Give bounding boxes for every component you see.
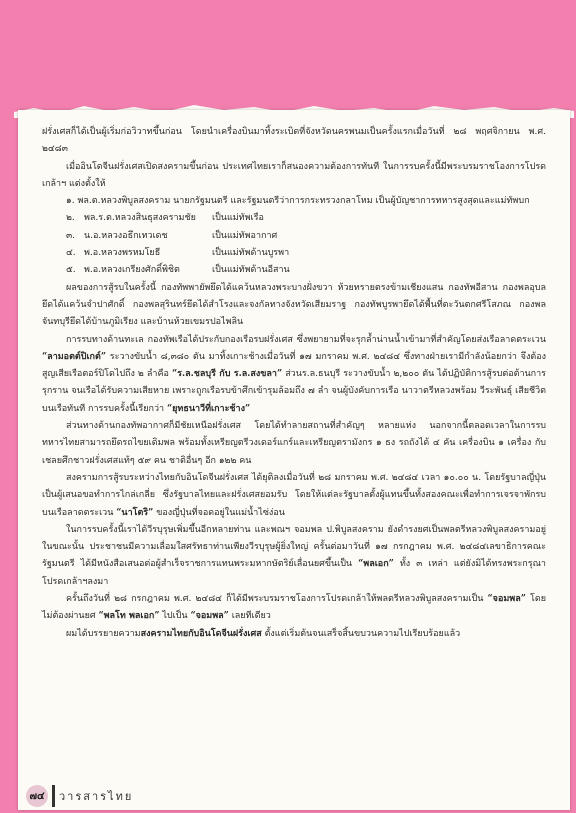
list-item [42,245,546,262]
rank-bold: “จอมพล” [487,594,526,605]
paragraph-6 [42,470,546,522]
battle-name-bold: “ยุทธนาวีที่เกาะช้าง” [166,403,251,414]
ship-name-bold: “นาโตริ” [116,507,154,518]
paragraph-7 [42,522,546,591]
list-name: น.อ.หลวงอธึกเทวเดช [84,230,168,241]
page-number: ๗๔ [26,785,48,807]
paragraph-9 [42,626,546,643]
text-run: ส่วนร.ล.ธนบุรี ระวางขับน้ำ ๒,๒๐๐ ตัน ได้ปฏิบัติการสู้รบต่อต้านการรุกราน จนเรือได้รับความเสียหาย เพราะถูกเรือรบข้าศึกเข้ารุมล้อมถึง ๗ ลำ จนผู้บังคับการเรือ นาวาตรีหลวงพร้อม วีระพันธุ์ เสียชีวิตบนเรือทันที การรบครั้งนี้เรียกว่า [42,369,547,414]
text-run: สงครามการสู้รบระหว่างไทยกับอินโดจีนฝรั่งเศส ได้ยุติลงเมื่อวันที่ ๒๘ มกราคม พ.ศ. ๒๔๘๔ เวลา ๑๐.๐๐ น. โดยรัฐบาลญี่ปุ่นเป็นผู้เสนอขอทำการไกล่เกลี่ย ซึ่งรัฐบาลไทยและฝรั่งเศสยอมรับ โดยให้แต่ละรัฐบาลตั้งผู้แทนขึ้นทั้งสองคณะเพื่อทำการเจรจาพักรบ บนเรือลาดตระเวน [42,472,546,518]
text-run: ระวางขับน้ำ ๘,๓๘๐ ตัน มาทิ้งเกาะช้างเมื่อวันที่ ๑๗ มกราคม พ.ศ. ๒๔๘๔ ซึ่งทางฝ่ายเรามีกำลังน้อยกว่า จึงต้องสูญเสียเรือตอร์ปิโดไปถึง ๒ ลำคือ [42,351,546,380]
list-number: ๕. [66,265,76,276]
paragraph-3: ผลของการสู้รบในครั้งนี้ กองทัพพายัพยึดได้แคว้นหลวงพระบางฝั่งขวา ห้วยทรายตรงข้ามเชียงแสน กองทัพอีสาน กองพลอุบลยึดได้แคว้นจำปาศักดิ์ กองพลสุรินทร์ยึดได้สำโรงและจงกัลทางจังหวัดเสียมราฐ กองทัพบูรพายึดได้พื้นที่ตะวันตกศรีโสภณ กองพลจันทบุรียึดได้บ้านภูมิเรียง และบ้านห้วยเขมรปอไพลิน [42,282,546,328]
topic-bold: สงครามไทยกับอินโดจีนฝรั่งเศส [140,628,262,639]
footer-divider [52,785,55,807]
rank-bold: “จอมพล” [190,611,229,622]
text-run: ในการรบครั้งนี้เราได้วีรบุรุษเพิ่มขึ้นอีกหลายท่าน และพณฯ จอมพล ป.พิบูลสงคราม ยังดำรงยศเป็นพลตรีหลวงพิบูลสงครามอยู่ในขณะนั้น ประชาชนมีความเลื่อมใสศรัทธาท่านเพียงวีรบุรุษผู้ยิ่งใหญ่ ครั้นต่อมาวันที่ ๑๗ กรกฎาคม พ.ศ. ๒๔๘๔เลขาธิการคณะรัฐมนตรี ได้มีหนังสือเสนอต่อผู้สำเร็จราชการแทนพระมหากษัตริย์เลื่อนยศขึ้นเป็น [42,524,546,570]
list-name: พล.ร.ต.หลวงสินธุสงครามชัย [84,213,196,224]
list-role: เป็นแม่ทัพด้านบูรพา [212,248,290,259]
paragraph-4 [42,332,546,418]
text-run: ครั้นถึงวันที่ ๒๘ กรกฎาคม พ.ศ. ๒๔๘๔ ก็ได้มีพระบรมราชโองการโปรดเกล้าให้พลตรีหลวงพิบูลสงครามเป็น [66,594,488,605]
list-number: ๔. [66,248,76,259]
list-role: เป็นแม่ทัพเรือ [212,213,264,224]
list-number: ๑. [66,196,75,207]
list-role: เป็นแม่ทัพด้านอีสาน [212,265,290,276]
page-footer [26,786,133,806]
rank-bold: “พลโท พลเอก” [98,611,160,622]
ship-name-bold: “ลามอตต์ปิเกต์” [42,351,107,362]
text-run: โดยไม่ต้องผ่านยศ [42,594,546,622]
text-run: ของญี่ปุ่นที่จอดอยู่ในแม่น้ำไซ่ง่อน [153,507,285,518]
magazine-title: วารสารไทย [59,790,134,803]
ship-names-bold: “ร.ล.ชลบุรี กับ ร.ล.สงขลา” [171,369,283,380]
list-item [42,262,546,279]
paragraph-5: ส่วนทางด้านกองทัพอากาศก็มีชัยเหนือฝรั่งเศส โดยได้ทำลายสถานที่สำคัญๆ หลายแห่ง นอกจากนี้ตลอดเวลาในการรบทหารไทยสามารถยึดรถไขยเดิมพล พร้อมทั้งเหรียญตรีวงเดอร์แกร์และเหรียญตรามังกร ๑ ธง รถถังได้ ๔ คัน เครื่องบิน ๑ เครื่อง กับเชลยศึกชาวฝรั่งเศสแท้ๆ ๕๙ คน ชาติอื่นๆ อีก ๑๒๒ คน [42,421,546,466]
list-item [42,210,546,227]
text-run: ไปเป็น [159,611,191,622]
list-item [42,193,546,210]
text-run: ตั้งแต่เริ่มต้นจนเสร็จสิ้นขบวนความไปเรียบร้อยแล้ว [261,628,461,639]
list-role: เป็นแม่ทัพอากาศ [212,230,278,241]
list-text: พล.ต.หลวงพิบูลสงคราม นายกรัฐมนตรี และรัฐมนตรีว่าการกระทรวงกลาโหม เป็นผู้บัญชาการทหารสูงสุดและแม่ทัพบก [77,196,530,207]
text-run: ทั้ง ๓ เหล่า แต่ยังมิได้ทรงพระกรุณาโปรดเกล้าฯลงมา [42,559,546,587]
paragraph-2: เมื่ออินโดจีนฝรั่งเศสเปิดสงครามขึ้นก่อน ประเทศไทยเราก็สนองความต้องการทันที ในการรบครั้งนี้มีพระบรมราชโองการโปรดเกล้าฯ แต่งตั้งให้ [42,161,546,189]
list-name: พ.อ.หลวงเกรียงศักดิ์พิชิต [84,265,180,276]
paragraph-8 [42,591,546,626]
list-number: ๓. [66,230,76,241]
text-run: ผมได้บรรยายความ [66,628,141,639]
rank-bold: “พลเอก” [358,559,394,570]
text-run: การรบทางด้านทะเล กองทัพเรือได้ประกับกองเรือรบฝรั่งเศส ซึ่งพยายามที่จะรุกล้ำน่านน้ำเข้ามาที่สำคัญโดยส่งเรือลาดตระเวน [66,334,546,345]
paragraph-1: ฝรั่งเศสก็ได้เป็นผู้เริ่มก่อวิวาทขึ้นก่อน โดยนำเครื่องบินมาทิ้งระเบิดที่จังหวัดนครพนมเป็นครั้งแรกเมื่อวันที่ ๒๘ พฤศจิกายน พ.ศ. ๒๔๘๓ [42,127,546,155]
list-item [42,228,546,245]
list-number: ๒. [66,213,75,224]
article-body [42,124,546,643]
list-name: พ.อ.หลวงพรหมโยธี [84,248,161,259]
text-run: เลยทีเดียว [228,611,271,622]
